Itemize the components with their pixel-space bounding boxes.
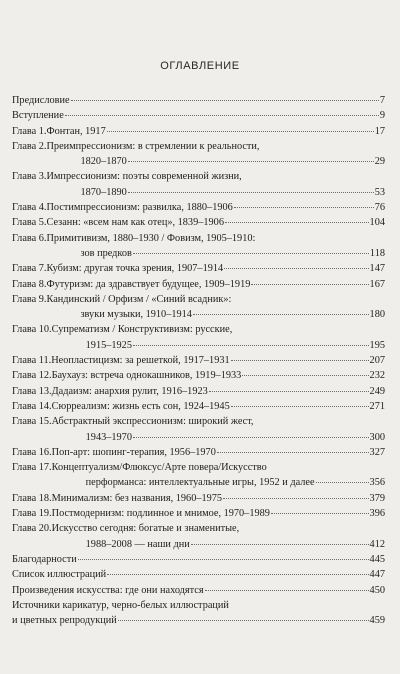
dot-leader [128,192,374,193]
page-number: 271 [369,400,385,412]
dot-leader [133,437,369,438]
entry-title: 1915–1925 [85,339,132,351]
chapter-number: Глава 9. [12,293,47,305]
chapter-number: Глава 8. [12,278,47,290]
toc-entry [12,93,385,108]
page-number: 412 [369,538,385,550]
page-number: 232 [369,370,385,382]
page-number: 450 [369,584,385,596]
page-number: 327 [369,446,385,458]
toc-entry [12,277,385,292]
page-number: 76 [374,202,385,214]
entry-title: Сюрреализм: жизнь есть сон, 1924–1945 [51,400,230,412]
dot-leader [251,284,368,285]
entry-title: Импрессионизм: поэты современной жизни, [46,171,242,183]
dot-leader [107,131,374,132]
chapter-number: Глава 1. [12,125,47,137]
dot-leader [193,314,369,315]
page-number: 445 [369,553,385,565]
toc-entry [12,583,385,598]
toc-entry [12,169,385,200]
entry-title: и цветных репродукций [12,615,117,627]
toc-entry [12,231,385,262]
toc-entry [12,414,385,445]
entry-title: звуки музыки, 1910–1914 [80,309,192,321]
dot-leader [107,574,368,575]
chapter-number: Глава 15. [12,416,52,428]
toc-entry [12,124,385,139]
entry-title: Предисловие [12,95,70,106]
chapter-number: Глава 14. [12,400,52,412]
toc-entry [12,445,385,460]
entry-title: Благодарности [12,553,77,565]
entry-title: 1988–2008 — наши дни [85,538,190,550]
chapter-number: Глава 6. [12,232,47,244]
entry-title: Кубизм: другая точка зрения, 1907–1914 [46,263,224,275]
chapter-number: Глава 7. [12,263,47,275]
dot-leader [191,544,369,545]
toc-entry [12,292,385,323]
entry-title: перформанса: интеллектуальные игры, 1952 и далее [85,477,315,489]
page-number: 147 [369,263,385,275]
toc-entry [12,139,385,170]
dot-leader [231,360,369,361]
toc-entry [12,460,385,491]
toc-entry [12,521,385,552]
page-number: 53 [374,186,385,198]
entry-title: Сезанн: «всем нам как отец», 1839–1906 [46,217,224,229]
toc-entry [12,215,385,230]
page-number: 9 [379,110,385,122]
dot-leader [78,559,369,560]
toc-entry [12,552,385,567]
entry-title: Список иллюстраций [12,569,107,581]
toc-entry [12,353,385,368]
entry-title: Источники карикатур, черно-белых иллюстраций [12,599,229,611]
toc-entry [12,368,385,383]
chapter-number: Глава 10. [12,324,52,336]
toc-entry [12,384,385,399]
dot-leader [217,452,369,453]
entry-title: 1943–1970 [85,431,132,443]
page-number: 167 [369,278,385,290]
page-number: 459 [369,615,385,627]
chapter-number: Глава 17. [12,462,52,474]
table-of-contents [12,93,385,628]
page-number: 180 [369,309,385,321]
page-number: 104 [369,217,385,229]
entry-title: 1870–1890 [80,186,127,198]
toc-entry [12,491,385,506]
chapter-number: Глава 4. [12,202,47,214]
chapter-number: Глава 11. [12,355,52,367]
entry-title: Фонтан, 1917 [46,125,106,137]
page-number: 118 [369,247,385,259]
entry-title: Постимпрессионизм: развилка, 1880–1906 [46,202,233,214]
dot-leader [209,391,369,392]
page-number: 379 [369,492,385,504]
chapter-number: Глава 13. [12,385,52,397]
page-number: 17 [374,125,385,137]
dot-leader [231,406,369,407]
dot-leader [133,345,369,346]
page-number: 207 [369,355,385,367]
entry-title: Постмодернизм: подлинное и мнимое, 1970–1989 [51,508,270,520]
dot-leader [205,590,369,591]
toc-entry [12,567,385,582]
toc-entry [12,261,385,276]
chapter-number: Глава 2. [12,140,47,152]
dot-leader [234,207,374,208]
entry-title: Вступление [12,110,64,122]
chapter-number: Глава 16. [12,446,52,458]
page-number: 356 [369,477,385,489]
chapter-number: Глава 20. [12,523,52,535]
entry-title: Преимпрессионизм: в стремлении к реальности, [46,140,260,152]
chapter-number: Глава 12. [12,370,52,382]
toc-title: ОГЛАВЛЕНИЕ [160,60,240,72]
entry-title: Дадаизм: анархия рулит, 1916–1923 [51,385,208,397]
entry-title: зов предков [80,247,132,259]
entry-title: Баухауз: встреча однокашников, 1919–1933 [51,370,242,382]
dot-leader [224,268,368,269]
entry-title: Примитивизм, 1880–1930 / Фовизм, 1905–1910: [46,232,256,244]
entry-title: Супрематизм / Конструктивизм: русские, [51,324,233,336]
dot-leader [242,375,368,376]
entry-title: 1820–1870 [80,156,127,168]
chapter-number: Глава 3. [12,171,47,183]
page-number: 300 [369,431,385,443]
page-number: 29 [374,156,385,168]
chapter-number: Глава 19. [12,508,52,520]
entry-title: Кандинский / Орфизм / «Синий всадник»: [46,293,232,305]
chapter-number: Глава 18. [12,492,52,504]
toc-entry [12,108,385,123]
entry-title: Минимализм: без названия, 1960–1975 [51,492,223,504]
dot-leader [71,100,379,101]
toc-entry [12,506,385,521]
entry-title: Концептуализм/Флюксус/Арте повера/Искусство [51,462,267,474]
dot-leader [133,253,369,254]
dot-leader [271,513,369,514]
dot-leader [225,222,369,223]
chapter-number: Глава 5. [12,217,47,229]
page-number: 249 [369,385,385,397]
entry-title: Произведения искусства: где они находятся [12,584,204,596]
page-number: 7 [379,95,385,106]
entry-title: Поп-арт: шопинг-терапия, 1956–1970 [51,446,216,458]
page-number: 195 [369,339,385,351]
dot-leader [316,482,369,483]
entry-title: Искусство сегодня: богатые и знаменитые, [51,523,240,535]
toc-entry [12,399,385,414]
entry-title: Абстрактный экспрессионизм: широкий жест, [51,416,254,428]
toc-entry [12,322,385,353]
page-number: 396 [369,508,385,520]
dot-leader [118,620,369,621]
entry-title: Неопластицизм: за решеткой, 1917–1931 [51,355,230,367]
toc-entry [12,200,385,215]
toc-entry [12,598,385,629]
dot-leader [65,115,379,116]
dot-leader [128,161,374,162]
dot-leader [223,498,368,499]
page-number: 447 [369,569,385,581]
entry-title: Футуризм: да здравствует будущее, 1909–1919 [46,278,251,290]
